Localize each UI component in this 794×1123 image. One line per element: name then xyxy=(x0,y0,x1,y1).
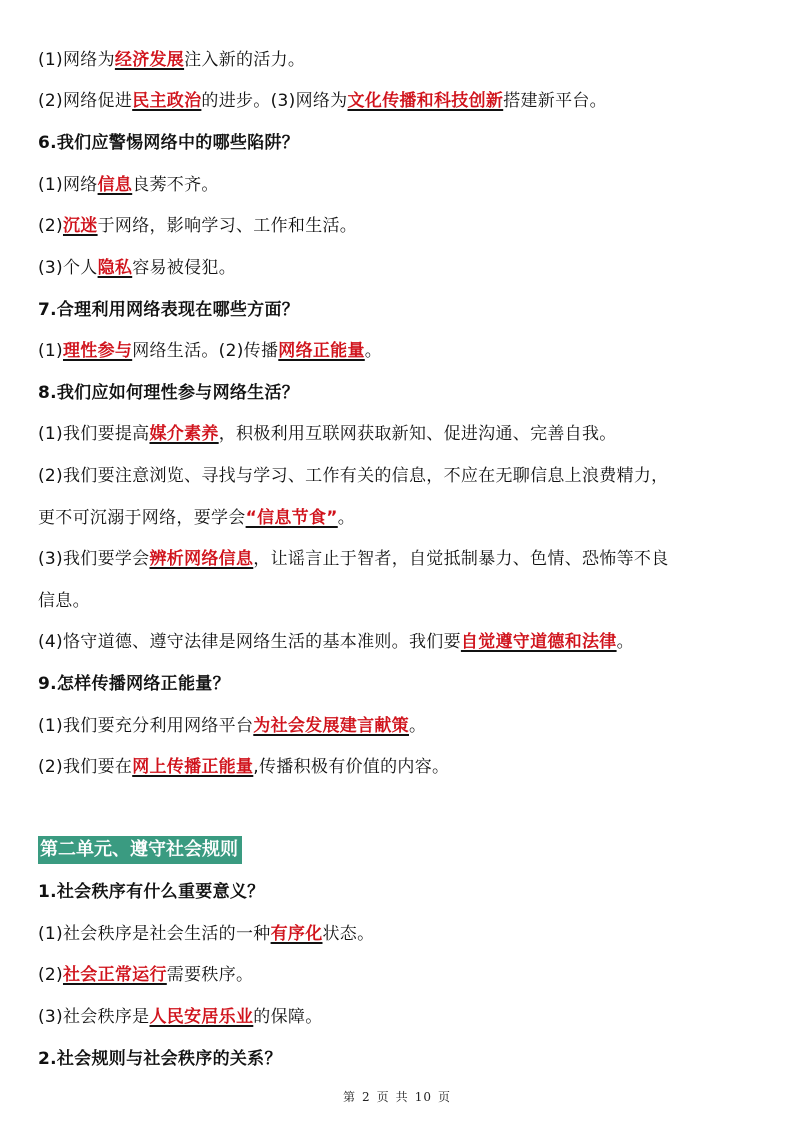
text: (1)我们要提高 xyxy=(38,424,150,444)
text: (1)网络为 xyxy=(38,50,115,70)
keyword-highlight: 理性参与 xyxy=(62,341,133,361)
total-pages: 10 xyxy=(414,1090,432,1104)
text: (2) xyxy=(38,965,63,985)
text: (1)网络 xyxy=(38,175,98,195)
text-line xyxy=(38,213,764,239)
keyword-highlight: 信息 xyxy=(97,175,133,195)
text: (1) xyxy=(38,341,63,361)
text: 。 xyxy=(408,716,427,736)
text: (4)恪守道德、遵守法律是网络生活的基本准则。我们要 xyxy=(38,632,461,652)
page-footer xyxy=(0,1088,794,1105)
text: ，积极利用互联网获取新知、促进沟通、完善自我。 xyxy=(218,424,617,444)
keyword-highlight: 人民安居乐业 xyxy=(149,1007,254,1027)
text: 需要秩序。 xyxy=(166,965,254,985)
text: 搭建新平台。 xyxy=(503,91,607,111)
keyword-highlight: 网络正能量 xyxy=(278,341,365,361)
text: (1)我们要充分利用网络平台 xyxy=(38,716,254,736)
text-line xyxy=(38,921,764,947)
text: 。 xyxy=(616,632,634,652)
question-heading: 2.社会规则与社会秩序的关系？ xyxy=(38,1049,282,1069)
text: ,传播积极有价值的内容。 xyxy=(253,757,450,777)
keyword-highlight: 社会正常运行 xyxy=(62,965,167,985)
keyword-highlight: 经济发展 xyxy=(114,50,185,70)
text: 容易被侵犯。 xyxy=(132,258,237,278)
text: 的进步。(3)网络为 xyxy=(201,91,348,111)
text-line xyxy=(38,754,764,780)
text: 注入新的活力。 xyxy=(184,50,306,70)
question-heading: 9.怎样传播网络正能量？ xyxy=(38,674,230,694)
text-line xyxy=(38,255,764,281)
text-line xyxy=(38,421,764,447)
keyword-highlight: 媒介素养 xyxy=(149,424,219,444)
text-line xyxy=(38,629,764,655)
text-line xyxy=(38,713,764,739)
text-line xyxy=(38,172,764,198)
text: (2)网络促进 xyxy=(38,91,133,111)
text-line xyxy=(38,47,764,73)
text-line xyxy=(38,962,764,988)
text: 的保障。 xyxy=(253,1007,323,1027)
text-line xyxy=(38,505,764,531)
text: (3)社会秩序是 xyxy=(38,1007,150,1027)
keyword-highlight: 沉迷 xyxy=(62,216,98,236)
text: (3)我们要学会 xyxy=(38,549,150,569)
text: (2) xyxy=(38,216,63,236)
keyword-highlight: 辨析网络信息 xyxy=(149,549,254,569)
text-line xyxy=(38,338,764,364)
text: 网络生活。(2)传播 xyxy=(132,341,279,361)
text-line: 信息。 xyxy=(38,591,90,611)
keyword-highlight: 民主政治 xyxy=(132,91,202,111)
keyword-highlight: 有序化 xyxy=(270,924,323,944)
text: ，让谣言止于智者，自觉抵制暴力、色情、恐怖等不良 xyxy=(253,549,669,569)
footer-text: 共 xyxy=(395,1090,409,1104)
text: 。 xyxy=(337,508,356,528)
keyword-highlight: 自觉遵守道德和法律 xyxy=(460,632,617,652)
footer-text: 页 xyxy=(376,1090,390,1104)
keyword-highlight: “信息节食” xyxy=(245,508,338,528)
text-line xyxy=(38,1004,764,1030)
text-line: (2)我们要注意浏览、寻找与学习、工作有关的信息，不应在无聊信息上浪费精力， xyxy=(38,466,669,486)
keyword-highlight: 为社会发展建言献策 xyxy=(253,716,409,736)
text-line xyxy=(38,546,764,572)
footer-text: 第 xyxy=(343,1090,357,1104)
page-number: 2 xyxy=(362,1090,371,1104)
keyword-highlight: 网上传播正能量 xyxy=(132,757,254,777)
text-line xyxy=(38,88,764,114)
section-title: 第二单元、遵守社会规则 xyxy=(38,836,242,864)
question-heading: 6.我们应警惕网络中的哪些陷阱？ xyxy=(38,133,300,153)
footer-text: 页 xyxy=(437,1090,451,1104)
text: 于网络，影响学习、工作和生活。 xyxy=(97,216,358,236)
text: 。 xyxy=(364,341,383,361)
question-heading: 8.我们应如何理性参与网络生活？ xyxy=(38,383,300,403)
text: 更不可沉溺于网络，要学会 xyxy=(38,508,246,528)
text: 良莠不齐。 xyxy=(132,175,219,195)
keyword-highlight: 文化传播和科技创新 xyxy=(347,91,504,111)
text: (2)我们要在 xyxy=(38,757,133,777)
text: (1)社会秩序是社会生活的一种 xyxy=(38,924,271,944)
question-heading: 1.社会秩序有什么重要意义？ xyxy=(38,882,265,902)
text: 状态。 xyxy=(322,924,375,944)
question-heading: 7.合理利用网络表现在哪些方面？ xyxy=(38,300,300,320)
keyword-highlight: 隐私 xyxy=(97,258,133,278)
text: (3)个人 xyxy=(38,258,98,278)
